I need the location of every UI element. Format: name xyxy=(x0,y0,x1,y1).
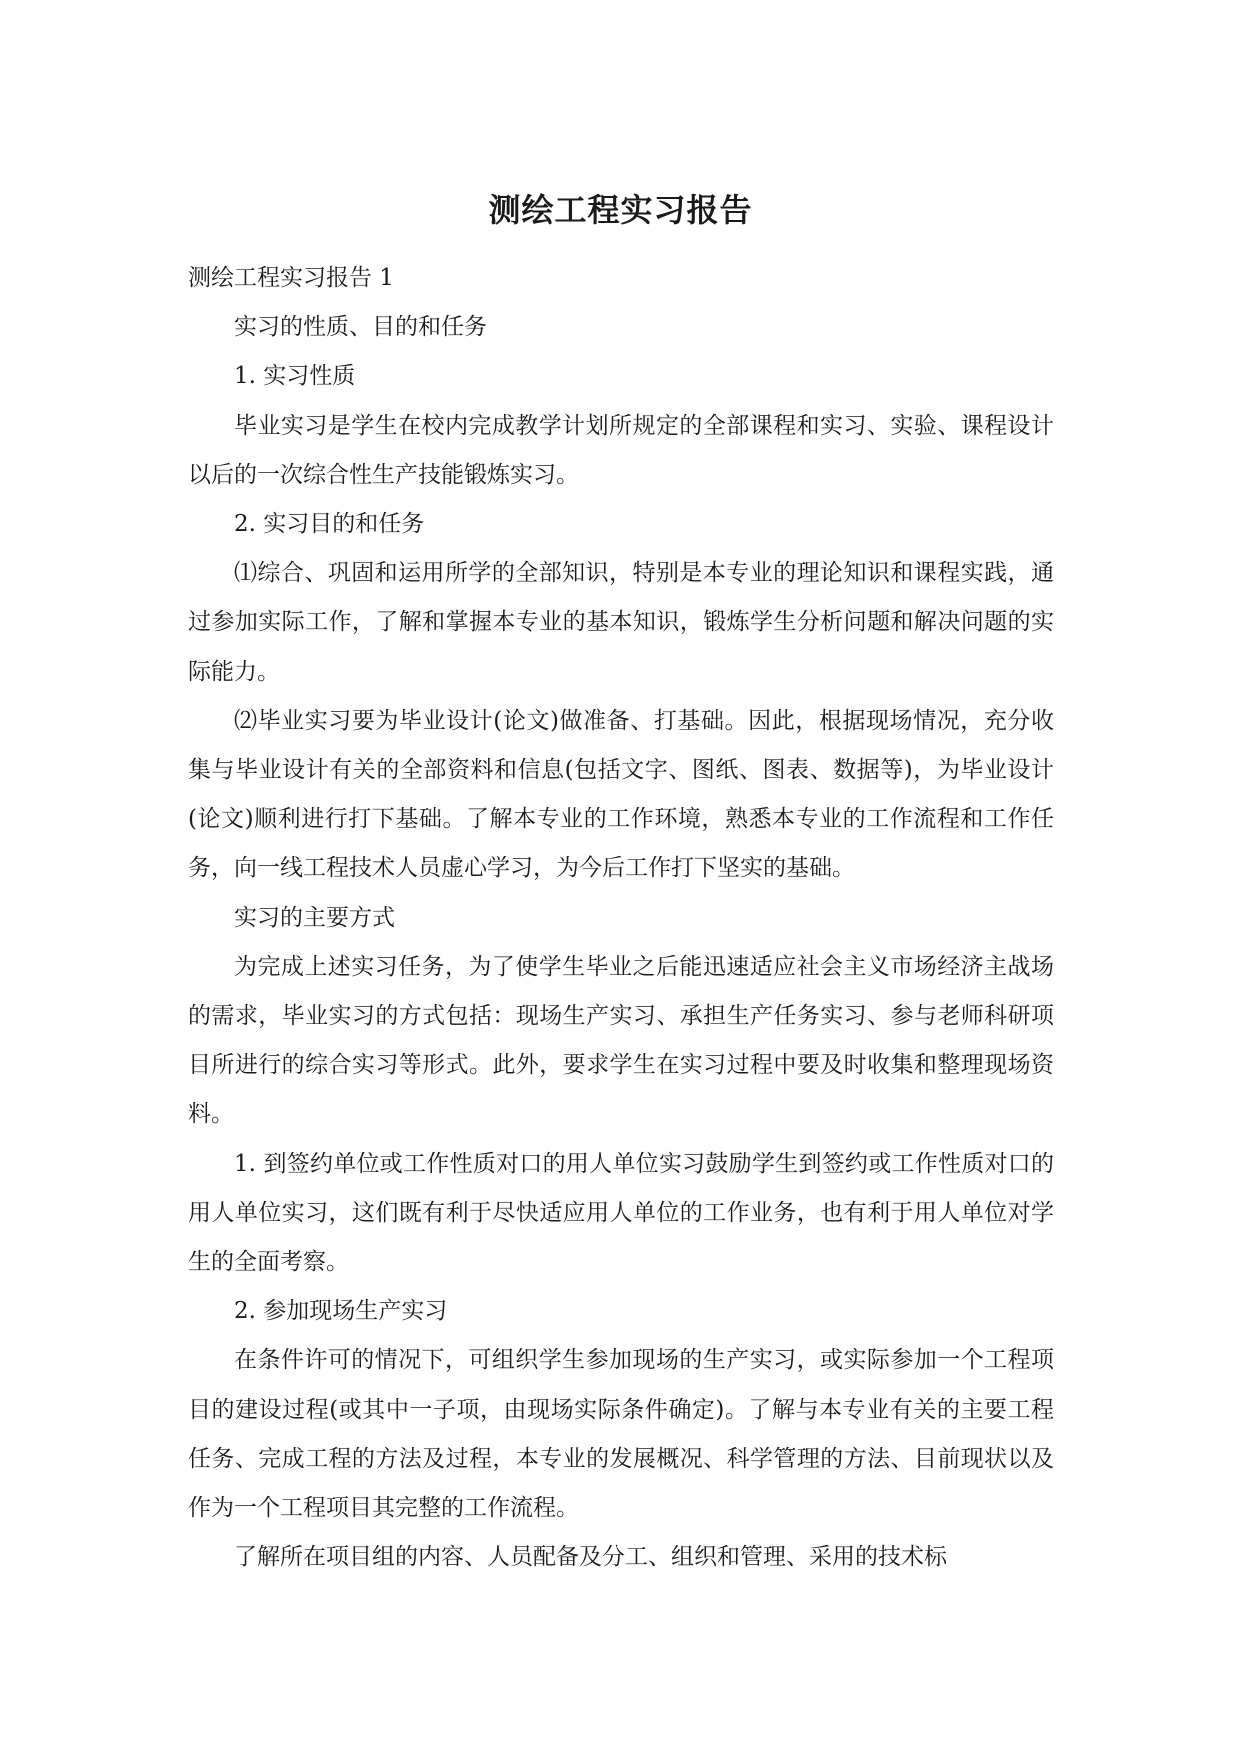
paragraph: 为完成上述实习任务，为了使学生毕业之后能迅速适应社会主义市场经济主战场的需求，毕业实习的方式包括：现场生产实习、承担生产任务实习、参与老师科研项目所进行的综合实习等形式。此外，要求学生在实习过程中要及时收集和整理现场资料。 xyxy=(188,953,1054,1128)
paragraph: ⑴综合、巩固和运用所学的全部知识，特别是本专业的理论知识和课程实践，通过参加实际工作，了解和掌握本专业的基本知识，锻炼学生分析问题和解决问题的实际能力。 xyxy=(188,560,1054,685)
paragraph-heading: 测绘工程实习报告 1 xyxy=(188,265,394,291)
document-body xyxy=(188,254,1054,1582)
paragraph: 2. 参加现场生产实习 xyxy=(234,1298,448,1325)
paragraph: 实习的性质、目的和任务 xyxy=(234,314,487,341)
paragraph: 2. 实习目的和任务 xyxy=(234,511,425,538)
paragraph: 1. 实习性质 xyxy=(234,363,356,390)
document-title: 测绘工程实习报告 xyxy=(488,191,753,229)
paragraph: 在条件许可的情况下，可组织学生参加现场的生产实习，或实际参加一个工程项目的建设过程(或其中一子项，由现场实际条件确定)。了解与本专业有关的主要工程任务、完成工程的方法及过程，本专业的发展概况、科学管理的方法、目前现状以及作为一个工程项目其完整的工作流程。 xyxy=(188,1347,1054,1522)
paragraph: 了解所在项目组的内容、人员配备及分工、组织和管理、采用的技术标 xyxy=(234,1544,947,1571)
paragraph: 实习的主要方式 xyxy=(234,904,395,931)
paragraph: 毕业实习是学生在校内完成教学计划所规定的全部课程和实习、实验、课程设计以后的一次综合性生产技能锻炼实习。 xyxy=(188,412,1054,488)
paragraph: 1. 到签约单位或工作性质对口的用人单位实习鼓励学生到签约或工作性质对口的用人单位实习，这们既有利于尽快适应用人单位的工作业务，也有利于用人单位对学生的全面考察。 xyxy=(188,1150,1054,1276)
paragraph: ⑵毕业实习要为毕业设计(论文)做准备、打基础。因此，根据现场情况，充分收集与毕业设计有关的全部资料和信息(包括文字、图纸、图表、数据等)，为毕业设计(论文)顺利进行打下基础。了解本专业的工作环境，熟悉本专业的工作流程和工作任务，向一线工程技术人员虚心学习，为今后工作打下坚实的基础。 xyxy=(188,707,1054,882)
